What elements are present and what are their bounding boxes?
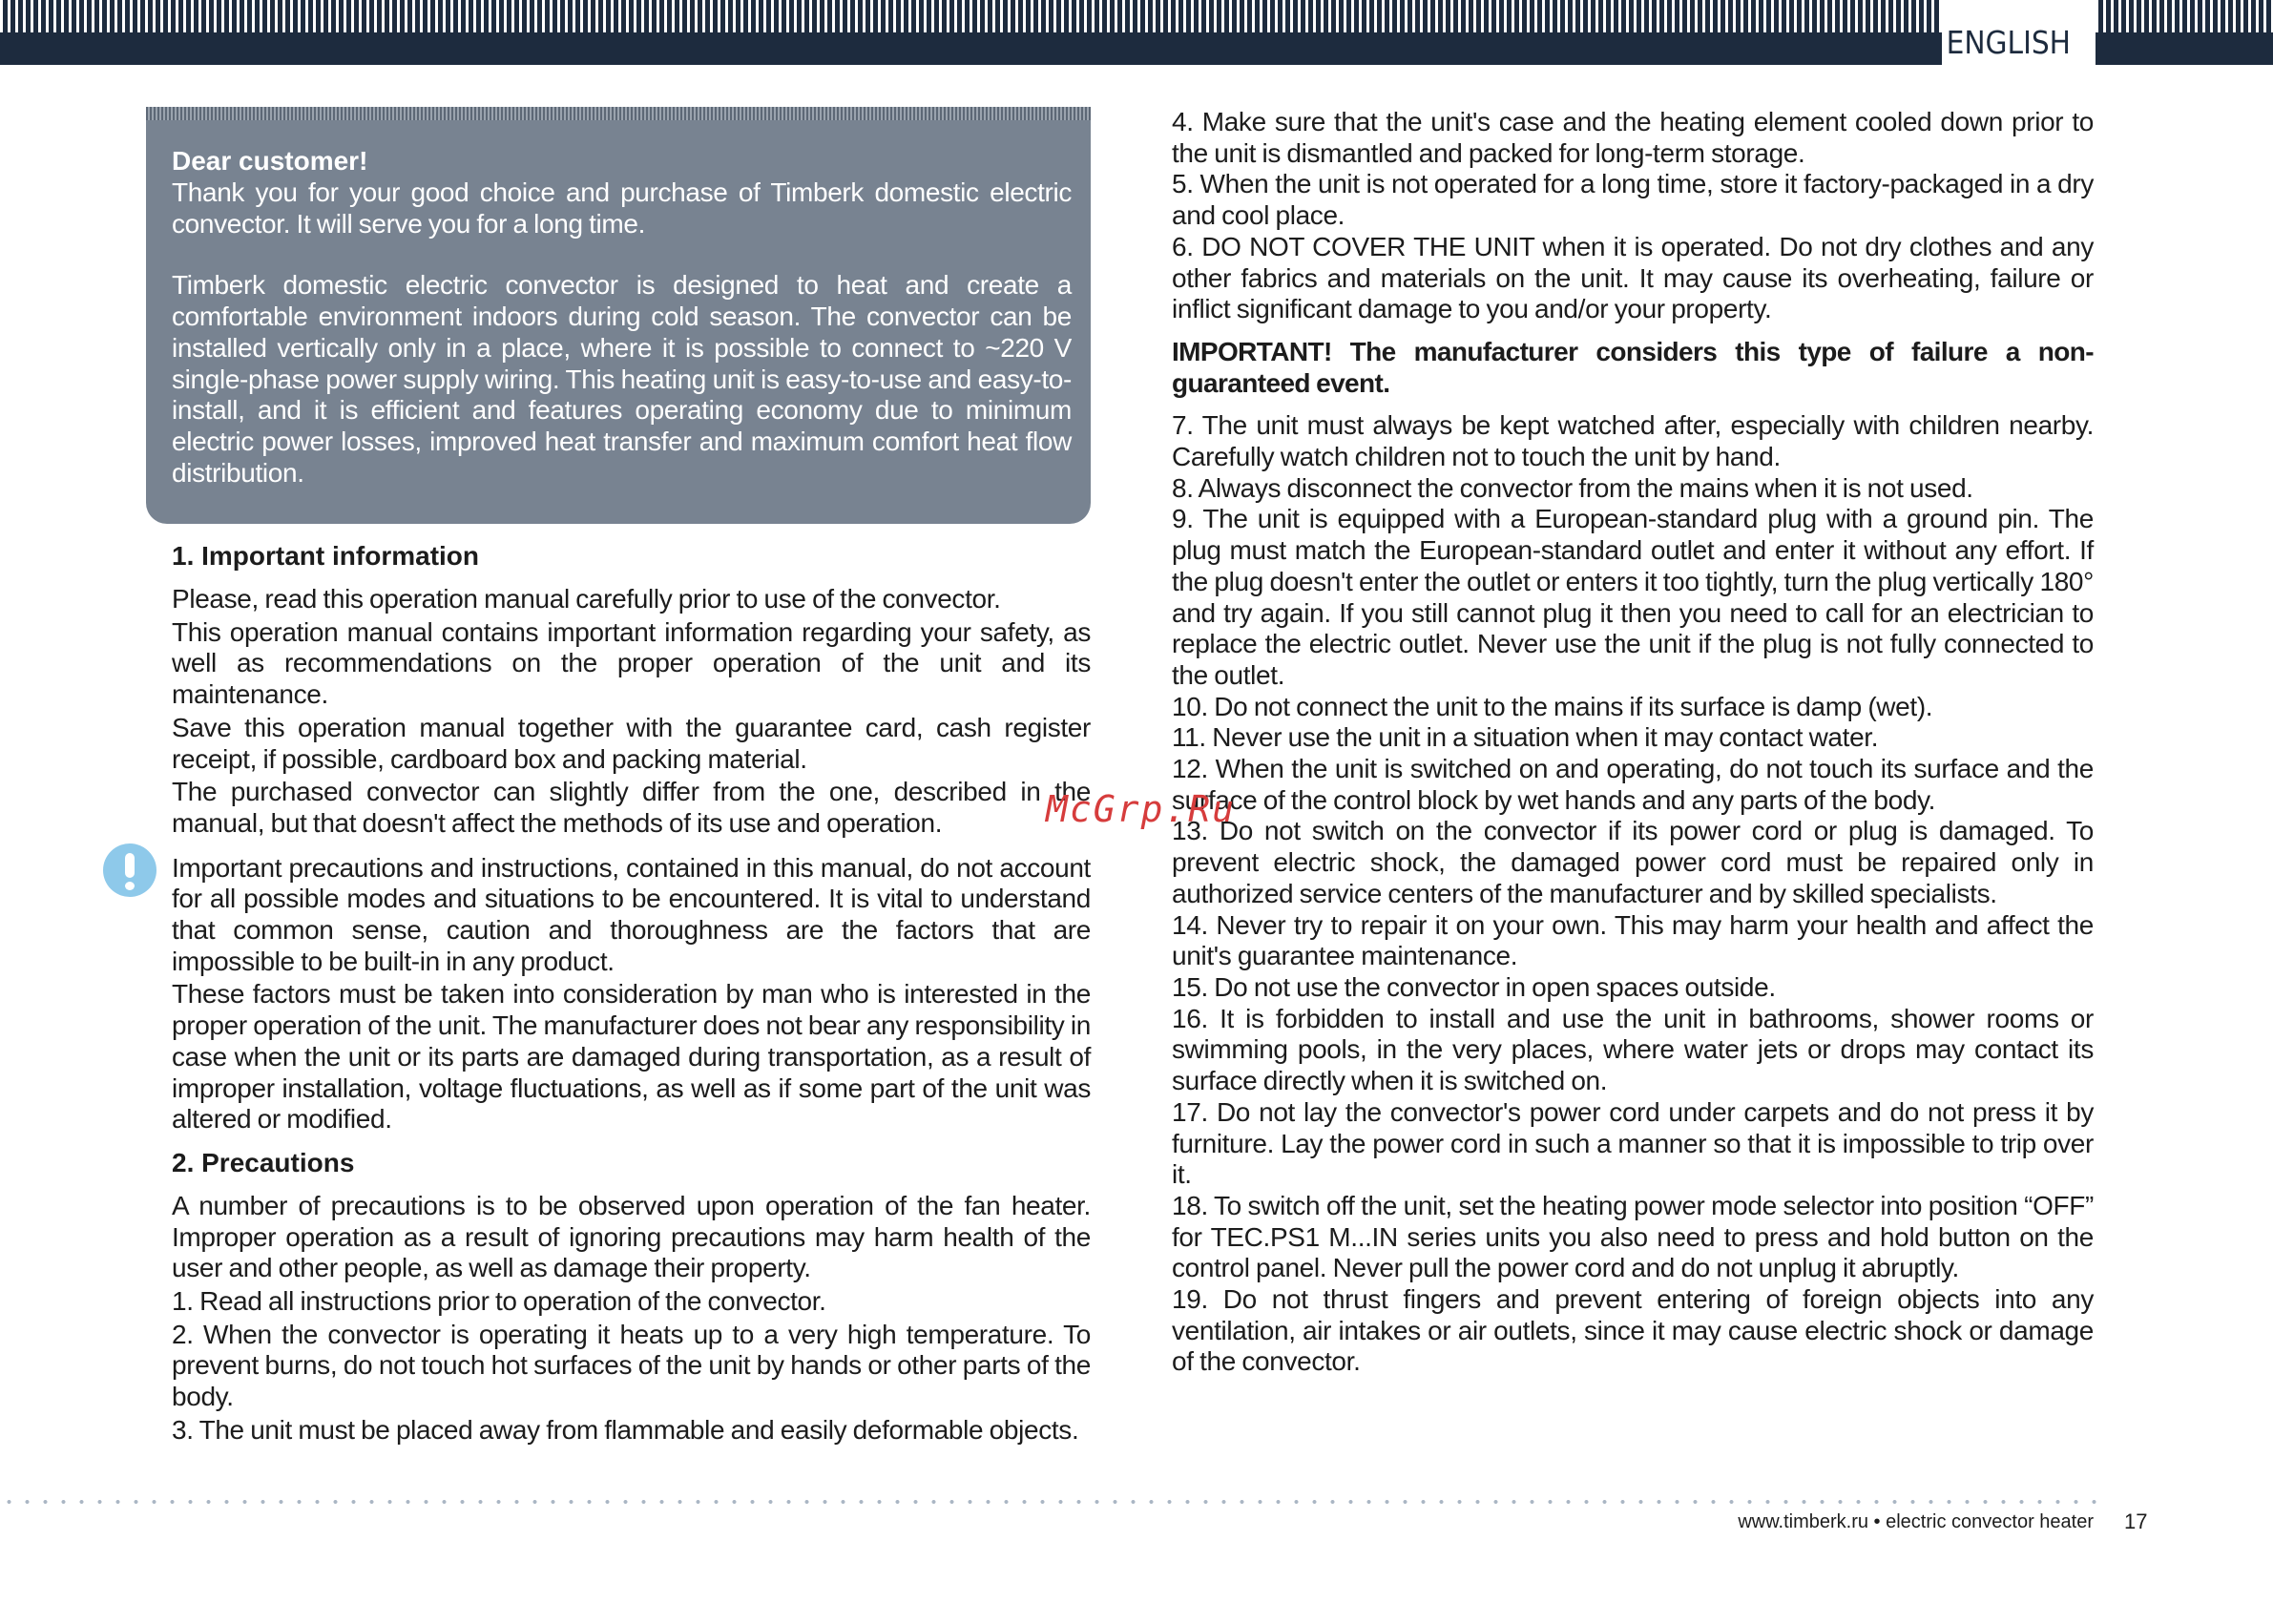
right-column [1172, 107, 2094, 1378]
footer-site-link[interactable]: www.timberk.ru • electric convector heater [1738, 1511, 2094, 1532]
section-1-paragraph: Save this operation manual together with the guarantee card, cash register receipt, if possible, cardboard box and packing material. [172, 712, 1091, 774]
precaution-item: 11. Never use the unit in a situation when it may contact water. [1172, 722, 1879, 753]
section-2-heading: 2. Precautions [172, 1147, 355, 1177]
precaution-item: 6. DO NOT COVER THE UNIT when it is operated. Do not dry clothes and any other fabrics and materials on the unit. It may cause its overheating, failure or inflict significant damage to you and/or your property. [1172, 231, 2094, 324]
important-note: IMPORTANT! The manufacturer considers this type of failure a non-guaranteed event. [1172, 336, 2094, 398]
section-1-caution-paragraph: Important precautions and instructions, contained in this manual, do not account for all possible modes and situations to be encountered. It is vital to understand that common sense, caution and thoroughness are the factors that are impossible to be built-in in any product. [172, 852, 1091, 976]
header-decoration [0, 0, 1942, 32]
precaution-item: 9. The unit is equipped with a European-standard plug with a ground pin. The plug must match the European-standard outlet and enter it without any effort. If the plug doesn't enter the outlet or enters it too tightly, turn the plug vertically 180° and try again. If you still cannot plug it then you need to call for an electrician to replace the electric outlet. Never use the unit if the plug is not fully connected to the outlet. [1172, 504, 2094, 690]
language-label: ENGLISH [1946, 24, 2071, 61]
precaution-item: 4. Make sure that the unit's case and the heating element cooled down prior to the unit is dismantled and packed for long-term storage. [1172, 107, 2094, 168]
language-label-box [1942, 0, 2096, 65]
section-1-paragraph: These factors must be taken into consideration by man who is interested in the proper operation of the unit. The manufacturer does not bear any responsibility in case when the unit or its parts are damaged during transportation, as a result of improper installation, voltage fluctuations, as well as if some part of the unit was altered or modified. [172, 979, 1091, 1135]
precaution-item: 2. When the convector is operating it heats up to a very high temperature. To prevent burns, do not touch hot surfaces of the unit by hands or other parts of the body. [172, 1319, 1091, 1412]
section-1-paragraph: The purchased convector can slightly differ from the one, described in the manual, but that doesn't affect the methods of its use and operation. [172, 777, 1091, 838]
welcome-paragraph-1: Thank you for your good choice and purchase of Timberk domestic electric convector. It will serve you for a long time. [172, 177, 1072, 239]
precaution-item: 12. When the unit is switched on and operating, do not touch its surface and the surface of the control block by wet hands and any parts of the body. [1172, 754, 2094, 815]
welcome-box [146, 107, 1091, 524]
section-1-paragraph: This operation manual contains important information regarding your safety, as well as recommendations on the proper operation of the unit and its maintenance. [172, 616, 1091, 710]
precaution-item: 3. The unit must be placed away from flammable and easily deformable objects. [172, 1414, 1079, 1445]
precaution-item: 16. It is forbidden to install and use the unit in bathrooms, shower rooms or swimming pools, in the very places, where water jets or drops may contact its surface directly when it is switched on. [1172, 1003, 2094, 1096]
precaution-item: 13. Do not switch on the convector if its power cord or plug is damaged. To prevent electric shock, the damaged power cord must be repaired only in authorized service centers of the manufacturer and by skilled specialists. [1172, 816, 2094, 908]
precaution-item: 18. To switch off the unit, set the heating power mode selector into position “OFF” for TEC.PS1 M...IN series units you also need to press and hold button on the control panel. Never pull the power cord and do not unplug it abruptly. [1172, 1190, 2094, 1283]
header-bar [0, 0, 2273, 65]
header-decoration-right [2096, 0, 2273, 32]
welcome-paragraph-2: Timberk domestic electric convector is designed to heat and create a comfortable environment indoors during cold season. The convector can be installed vertically only in a place, where it is possible to connect to ~220 V single-phase power supply wiring. This heating unit is easy-to-use and easy-to-install, and it is efficient and features operating economy due to minimum electric power losses, improved heat transfer and maximum comfort heat flow distribution. [172, 270, 1072, 488]
watermark: McGrp.Ru [1046, 788, 1237, 830]
welcome-title: Dear customer! [172, 146, 368, 176]
precaution-item: 7. The unit must always be kept watched after, especially with children nearby. Carefully watch children not to touch the unit by hand. [1172, 410, 2094, 472]
precaution-item: 14. Never try to repair it on your own. This may harm your health and affect the unit's guarantee maintenance. [1172, 909, 2094, 971]
precaution-item: 15. Do not use the convector in open spaces outside. [1172, 971, 1776, 1002]
page-number: 17 [2124, 1509, 2148, 1533]
footer-dotted-divider [0, 1500, 2109, 1504]
precaution-item: 19. Do not thrust fingers and prevent entering of foreign objects into any ventilation, air intakes or air outlets, since it may cause electric shock or damage of the convector. [1172, 1284, 2094, 1377]
precaution-item: 5. When the unit is not operated for a long time, store it factory-packaged in a dry and cool place. [1172, 169, 2094, 231]
precaution-item: 17. Do not lay the convector's power cord under carpets and do not press it by furniture. Lay the power cord in such a manner so that it is impossible to trip over it. [1172, 1096, 2094, 1190]
precaution-item: 10. Do not connect the unit to the mains if its surface is damp (wet). [1172, 691, 1933, 721]
exclamation-icon [103, 843, 156, 897]
precaution-item: 8. Always disconnect the convector from the mains when it is not used. [1172, 472, 1973, 503]
section-2-intro: A number of precautions is to be observed upon operation of the fan heater. Improper operation as a result of ignoring precautions may harm health of the user and other people, as well as damage their property. [172, 1190, 1091, 1283]
section-1-paragraph: Please, read this operation manual carefully prior to use of the convector. [172, 584, 1001, 614]
precaution-item: 1. Read all instructions prior to operation of the convector. [172, 1286, 826, 1317]
section-1-heading: 1. Important information [172, 541, 479, 571]
